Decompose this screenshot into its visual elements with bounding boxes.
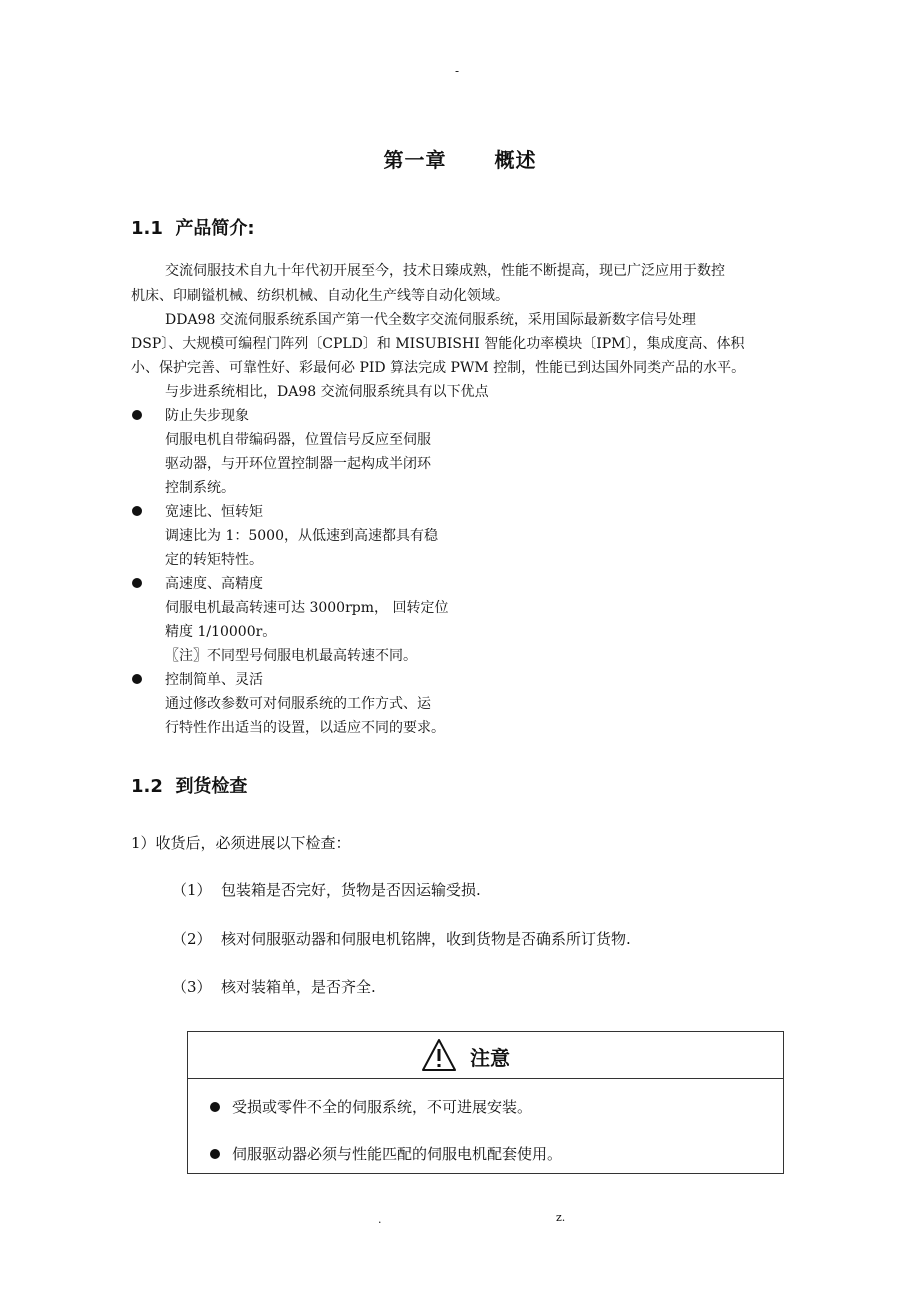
advantage-1-line1: 伺服电机自带编码器，位置信号反应至伺服	[165, 432, 431, 448]
check-1-num: （1）	[172, 881, 212, 899]
section-2-number: 1.2	[131, 776, 163, 797]
notice-header	[188, 1032, 783, 1079]
section-2-title: 到货检查	[175, 776, 248, 797]
check-3-text: 核对装箱单，是否齐全.	[221, 978, 376, 996]
para1-line1: 交流伺服技术自九十年代初开展至今，技术日臻成熟，性能不断提高，现已广泛应用于数控	[165, 263, 725, 279]
section-1-heading	[131, 214, 255, 240]
check-1-text: 包装箱是否完好，货物是否因运输受损.	[221, 881, 481, 899]
advantage-2-line1: 调速比为 1：5000，从低速到高速都具有稳	[165, 528, 438, 544]
advantage-4-title: 控制简单、灵活	[165, 672, 263, 688]
section-1-number: 1.1	[131, 218, 163, 239]
header-mark: -	[455, 64, 460, 78]
check-2-num: （2）	[172, 930, 212, 948]
para2-line1: DDA98 交流伺服系统系国产第一代全数字交流伺服系统，采用国际最新数字信号处理	[165, 312, 696, 328]
advantage-3-line2: 精度 1/10000r。	[165, 624, 277, 640]
advantage-3-note: 〖注〗不同型号伺服电机最高转速不同。	[165, 648, 417, 664]
notice-item-1: 受损或零件不全的伺服系统，不可进展安装。	[232, 1098, 533, 1116]
section-2-heading	[131, 772, 247, 798]
advantage-4-line2: 行特性作出适当的设置，以适应不同的要求。	[165, 720, 445, 736]
notice-item-2: 伺服驱动器必须与性能匹配的伺服电机配套使用。	[232, 1145, 563, 1163]
advantage-2-title: 宽速比、恒转矩	[165, 504, 263, 520]
chapter-title	[0, 144, 920, 173]
bullet-icon	[210, 1102, 220, 1112]
para2-line2: DSP〕、大规模可编程门阵列〔CPLD〕和 MISUBISHI 智能化功率模块〔IPM〕，集成度高、体积	[131, 336, 745, 352]
chapter-label: 第一章	[383, 148, 447, 172]
advantage-3-line1: 伺服电机最高转速可达 3000rpm， 回转定位	[165, 600, 449, 616]
chapter-name: 概述	[494, 148, 537, 172]
para3: 与步进系统相比，DA98 交流伺服系统具有以下优点	[165, 384, 489, 400]
advantage-3-title: 高速度、高精度	[165, 576, 263, 592]
footer-left: .	[378, 1213, 382, 1226]
bullet-icon	[132, 674, 142, 684]
check-intro: 1）收货后，必须进展以下检查：	[131, 834, 351, 852]
notice-box	[187, 1031, 784, 1174]
advantage-1-line2: 驱动器，与开环位置控制器一起构成半闭环	[165, 456, 431, 472]
advantage-4-line1: 通过修改参数可对伺服系统的工作方式、运	[165, 696, 431, 712]
bullet-icon	[210, 1149, 220, 1159]
bullet-icon	[132, 578, 142, 588]
notice-title: 注意	[470, 1046, 510, 1070]
advantage-2-line2: 定的转矩特性。	[165, 552, 263, 568]
para1-line2: 机床、印刷镒机械、纺织机械、自动化生产线等自动化领域。	[131, 288, 509, 304]
check-3-num: （3）	[172, 978, 212, 996]
footer-right: z.	[556, 1211, 566, 1224]
advantage-1-line3: 控制系统。	[165, 480, 235, 496]
advantage-1-title: 防止失步现象	[165, 408, 249, 424]
check-2-text: 核对伺服驱动器和伺服电机铭牌，收到货物是否确系所订货物.	[221, 930, 631, 948]
bullet-icon	[132, 410, 142, 420]
bullet-icon	[132, 506, 142, 516]
warning-triangle-icon	[422, 1039, 456, 1071]
section-1-title: 产品简介:	[175, 218, 255, 239]
para2-line3: 小、保护完善、可靠性好、彩最何必 PID 算法完成 PWM 控制，性能已到达国外同类产品的水平。	[131, 360, 746, 376]
